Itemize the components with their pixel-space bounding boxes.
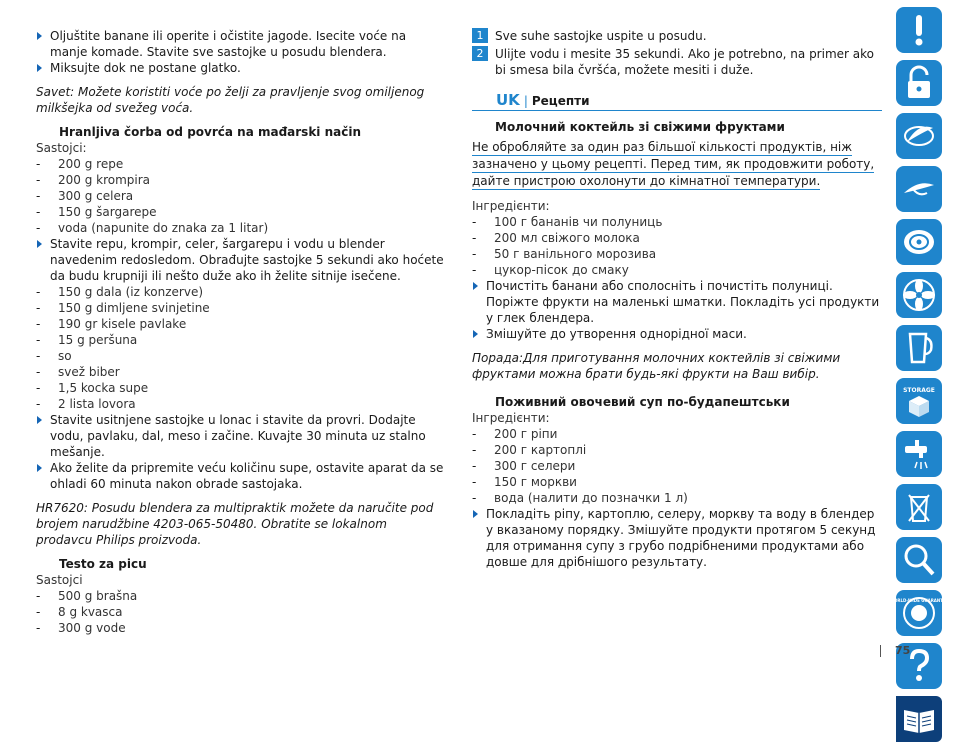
ingredient-list [472, 426, 882, 506]
ingredient-text: 150 g šargarepe [58, 205, 157, 219]
ingredients-label: Інгредієнти: [472, 199, 550, 213]
list-dash: - [472, 247, 477, 261]
warning-line: дайте пристрою охолонути до кімнатної температури. [472, 174, 821, 188]
ingredient-text: 200 g krompira [58, 173, 151, 187]
list-dash: - [36, 157, 41, 171]
storage-icon[interactable] [896, 378, 942, 424]
ingredient-item [472, 214, 882, 230]
ingredient-item [36, 364, 446, 380]
fan-icon[interactable] [896, 272, 942, 318]
ingredient-item [36, 604, 446, 620]
bullet-paragraph: Stavite usitnjene sastojke u lonac i stavite da provri. Dodajte vodu, pavlaku, dal, meso i začine. Kuvajte 30 minuta uz stalno mešanje. [36, 412, 446, 460]
ingredient-item [472, 262, 882, 278]
recipe-title: Поживний овочевий суп по-будапештськи [495, 395, 790, 409]
list-dash: - [36, 301, 41, 315]
ingredient-item [36, 348, 446, 364]
ingredient-text: 500 g brašna [58, 589, 138, 603]
ingredient-item [472, 442, 882, 458]
list-dash: - [472, 491, 477, 505]
list-dash: - [472, 231, 477, 245]
section-header [472, 92, 882, 111]
recipe-title: Молочний коктейль зі свіжими фруктами [495, 120, 785, 134]
recipe-title: Testo za picu [59, 557, 147, 571]
ingredient-text: 190 gr kisele pavlake [58, 317, 187, 331]
footer-divider [880, 645, 881, 657]
list-dash: - [472, 459, 477, 473]
step-item [472, 28, 882, 44]
warning-block [472, 139, 882, 190]
guarantee-icon[interactable] [889, 590, 949, 636]
ingredient-item [36, 172, 446, 188]
ingredient-text: цукор-пісок до смаку [494, 263, 629, 277]
exclamation-icon[interactable] [896, 7, 942, 53]
ingredient-text: svež biber [58, 365, 120, 379]
section-title: Рецепти [531, 94, 590, 108]
blade-icon[interactable] [896, 113, 942, 159]
ingredient-item [36, 588, 446, 604]
ingredient-list [36, 284, 446, 412]
ingredient-text: 200 g repe [58, 157, 124, 171]
storage-label: STORAGE [903, 387, 935, 394]
ingredient-item [36, 220, 446, 236]
list-dash: - [36, 589, 41, 603]
list-dash: - [36, 381, 41, 395]
language-code: UK [496, 91, 520, 109]
ingredient-text: 200 мл свіжого молока [494, 231, 640, 245]
ingredient-text: 150 г моркви [494, 475, 577, 489]
list-dash: - [36, 397, 41, 411]
ingredient-text: 8 g kvasca [58, 605, 123, 619]
ingredient-text: 200 г картоплі [494, 443, 587, 457]
right-column [472, 28, 882, 570]
bullet-paragraph: Oljuštite banane ili operite i očistite jagode. Isecite voće na manje komade. Stavite sve sastojke u posudu blendera. [36, 28, 446, 60]
step-number: 1 [472, 28, 488, 43]
warning-line: зазначено у цьому рецепті. Перед тим, як продовжити роботу, [472, 157, 875, 171]
warning-line: Не обробляйте за один раз більшої кількості продуктів, ніж [472, 140, 853, 154]
whisk-icon[interactable] [896, 166, 942, 212]
disc-icon[interactable] [896, 219, 942, 265]
recipe-title: Hranljiva čorba od povrća na mađarski način [59, 125, 362, 139]
sidebar-tabs [889, 7, 949, 749]
left-column [36, 28, 446, 636]
list-dash: - [472, 443, 477, 457]
list-dash: - [36, 605, 41, 619]
ingredient-list [36, 588, 446, 636]
bullet-paragraph: Покладіть ріпу, картоплю, селеру, моркву та воду в блендер у вказаному порядку. Змішуйте продукти протягом 5 секунд для отримання супу з грубо подрібненими продуктами або довше для дрібнішого результату. [472, 506, 882, 570]
ingredient-item [472, 426, 882, 442]
ingredient-item [36, 332, 446, 348]
ingredients-label: Інгредієнти: [472, 411, 550, 425]
padlock-icon[interactable] [896, 60, 942, 106]
bullet-paragraph: Ako želite da pripremite veću količinu supe, ostavite aparat da se ohladi 60 minuta nakon obrade sastojaka. [36, 460, 446, 492]
list-dash: - [36, 285, 41, 299]
ingredients-label: Sastojci [36, 573, 83, 587]
list-dash: - [472, 475, 477, 489]
list-dash: - [36, 205, 41, 219]
bullet-paragraph: Змішуйте до утворення однорідної маси. [472, 326, 882, 342]
list-dash: - [36, 173, 41, 187]
ingredient-text: вода (налити до позначки 1 л) [494, 491, 688, 505]
ingredient-text: 50 г ванільного морозива [494, 247, 657, 261]
language-separator: | [523, 94, 528, 108]
tip-text: Savet: Možete koristiti voće po želji za pravljenje svog omiljenog milkšejka od svežeg voća. [36, 85, 425, 115]
ingredient-text: 100 г бананів чи полуниць [494, 215, 663, 229]
tap-icon[interactable] [896, 431, 942, 477]
bullet-paragraph: Почистіть банани або сполосніть і почистіть полуниці. Поріжте фрукти на маленькі шматки. Покладіть усі продукти у глек блендера. [472, 278, 882, 326]
list-dash: - [36, 621, 41, 635]
bullet-paragraph: Miksujte dok ne postane glatko. [36, 60, 446, 76]
ingredient-text: 300 g vode [58, 621, 126, 635]
list-dash: - [36, 221, 41, 235]
list-dash: - [472, 215, 477, 229]
list-dash: - [36, 333, 41, 347]
ingredient-item [36, 284, 446, 300]
ingredient-text: so [58, 349, 72, 363]
ingredient-text: 2 lista lovora [58, 397, 136, 411]
list-dash: - [36, 317, 41, 331]
ingredient-item [36, 316, 446, 332]
list-dash: - [36, 349, 41, 363]
list-dash: - [36, 365, 41, 379]
ingredient-item [36, 380, 446, 396]
jug-icon[interactable] [896, 325, 942, 371]
ingredient-item [472, 490, 882, 506]
ingredient-item [36, 156, 446, 172]
ingredient-text: 15 g peršuna [58, 333, 138, 347]
list-dash: - [472, 427, 477, 441]
ingredient-list [472, 214, 882, 278]
list-dash: - [36, 189, 41, 203]
step-item [472, 46, 882, 78]
ingredient-item [36, 204, 446, 220]
ingredient-item [36, 620, 446, 636]
list-dash: - [472, 263, 477, 277]
bullet-paragraph: Stavite repu, krompir, celer, šargarepu i vodu u blender navedenim redosledom. Obrađujte sastojke 5 sekundi ako hoćete da budu krupniji ili nešto duže ako ih želite sitnije isečene. [36, 236, 446, 284]
ingredient-text: 150 g dala (iz konzerve) [58, 285, 204, 299]
ingredient-item [36, 300, 446, 316]
magnifier-icon[interactable] [896, 537, 942, 583]
ingredient-item [36, 396, 446, 412]
ingredients-label: Sastojci: [36, 141, 87, 155]
ingredient-item [472, 246, 882, 262]
ingredient-item [472, 474, 882, 490]
step-number: 2 [472, 46, 488, 61]
page-footer [880, 644, 910, 657]
ingredient-text: 150 g dimljene svinjetine [58, 301, 210, 315]
ingredient-item [472, 230, 882, 246]
ingredient-text: 300 g celera [58, 189, 134, 203]
step-text: Sve suhe sastojke uspite u posudu. [495, 29, 707, 43]
tip-text: Порада:Для приготування молочних коктейлів зі свіжими фруктами можна брати будь-які фрукти на Ваш вибір. [472, 351, 841, 381]
step-text: Ulijte vodu i mesite 35 sekundi. Ako je potrebno, na primer ako bi smesa bila čvršća, možete mesiti i duže. [495, 47, 874, 77]
ingredient-item [472, 458, 882, 474]
ingredient-text: 300 г селери [494, 459, 576, 473]
bin-icon[interactable] [896, 484, 942, 530]
ingredient-text: voda (napunite do znaka za 1 litar) [58, 221, 269, 235]
ingredient-item [36, 188, 446, 204]
product-note: HR7620: Posudu blendera za multipraktik možete da naručite pod brojem narudžbine 4203-065-50480. Obratite se lokalnom prodavcu Philips proizvoda. [36, 501, 434, 547]
page-number: 75 [895, 644, 911, 657]
guarantee-label: WORLD-WIDE GUARANTEE [889, 598, 949, 603]
ingredient-list [36, 156, 446, 236]
ingredient-text: 1,5 kocka supe [58, 381, 149, 395]
ingredient-text: 200 г ріпи [494, 427, 558, 441]
book-icon[interactable] [896, 696, 942, 742]
